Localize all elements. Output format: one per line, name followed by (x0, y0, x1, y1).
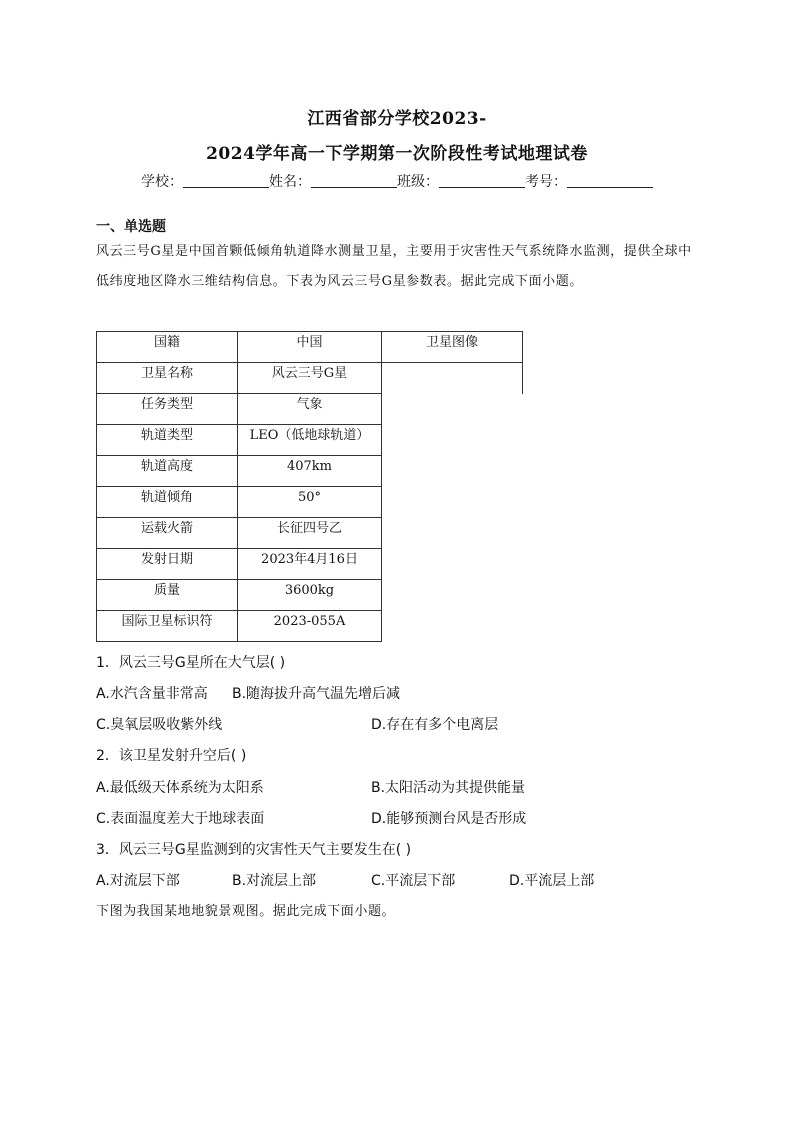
table-cell: 长征四号乙 (238, 518, 382, 549)
table-cell: 中国 (238, 332, 382, 363)
table-cell: 气象 (238, 394, 382, 425)
satellite-image-cell (382, 363, 523, 394)
table-cell: 3600kg (238, 580, 382, 611)
table-cell: 卫星名称 (97, 363, 238, 394)
table-cell: 国际卫星标识符 (97, 611, 238, 642)
intro-paragraph: 风云三号G星是中国首颗低倾角轨道降水测量卫星，主要用于灾害性天气系统降水监测，提供全球中低纬度地区降水三维结构信息。下表为风云三号G星参数表。据此完成下面小题。 (96, 244, 692, 289)
question-3-option-c[interactable]: C.平流层下部 (371, 873, 456, 889)
question-1-option-c[interactable]: C.臭氧层吸收紫外线 (96, 717, 223, 733)
table-row (97, 394, 523, 425)
question-3-option-d[interactable]: D.平流层上部 (509, 873, 595, 889)
class-label: 班级： (397, 174, 439, 190)
name-blank[interactable] (311, 173, 397, 188)
satellite-image-header: 卫星图像 (382, 332, 523, 363)
table-cell: 质量 (97, 580, 238, 611)
question-3-option-a[interactable]: A.对流层下部 (96, 873, 180, 889)
name-label: 姓名： (269, 174, 311, 190)
table-cell: 轨道类型 (97, 425, 238, 456)
table-cell: 运载火箭 (97, 518, 238, 549)
satellite-parameter-table (96, 331, 523, 642)
table-row (97, 332, 523, 363)
table-cell: 轨道高度 (97, 456, 238, 487)
table-cell: 任务类型 (97, 394, 238, 425)
question-2-option-a[interactable]: A.最低级天体系统为太阳系 (96, 780, 264, 796)
table-row (97, 487, 523, 518)
question-1-stem: 1．风云三号G星所在大气层( ) (96, 655, 286, 671)
question-2-stem: 2．该卫星发射升空后( ) (96, 748, 247, 764)
table-row (97, 425, 523, 456)
next-question-intro: 下图为我国某地地貌景观图。据此完成下面小题。 (96, 904, 396, 919)
table-cell: 407km (238, 456, 382, 487)
question-3-option-b[interactable]: B.对流层上部 (232, 873, 317, 889)
school-label: 学校： (141, 174, 183, 190)
exam-number-blank[interactable] (567, 173, 653, 188)
question-2-option-b[interactable]: B.太阳活动为其提供能量 (371, 780, 526, 796)
school-blank[interactable] (183, 173, 269, 188)
question-1-option-a[interactable]: A.水汽含量非常高 (96, 686, 208, 702)
table-cell: 50° (238, 487, 382, 518)
table-row (97, 549, 523, 580)
table-row (97, 518, 523, 549)
table-row (97, 611, 523, 642)
student-info-row (0, 171, 794, 191)
question-1-option-d[interactable]: D.存在有多个电离层 (371, 717, 499, 733)
class-blank[interactable] (439, 173, 525, 188)
table-cell: LEO（低地球轨道） (238, 425, 382, 456)
table-cell: 发射日期 (97, 549, 238, 580)
exam-number-label: 考号： (525, 174, 567, 190)
question-2-option-d[interactable]: D.能够预测台风是否形成 (371, 811, 527, 827)
question-1-option-b[interactable]: B.随海拔升高气温先增后减 (232, 686, 401, 702)
table-cell: 2023年4月16日 (238, 549, 382, 580)
table-cell: 国籍 (97, 332, 238, 363)
table-row (97, 456, 523, 487)
exam-title-line-2: 2024学年高一下学期第一次阶段性考试地理试卷 (206, 144, 588, 164)
table-cell: 风云三号G星 (238, 363, 382, 394)
table-row (97, 363, 523, 394)
question-2-option-c[interactable]: C.表面温度差大于地球表面 (96, 811, 265, 827)
question-3-stem: 3．风云三号G星监测到的灾害性天气主要发生在( ) (96, 842, 412, 858)
table-cell: 轨道倾角 (97, 487, 238, 518)
table-cell: 2023-055A (238, 611, 382, 642)
table-row (97, 580, 523, 611)
exam-title-line-1: 江西省部分学校2023- (307, 109, 487, 129)
section-title: 一、单选题 (96, 219, 166, 235)
